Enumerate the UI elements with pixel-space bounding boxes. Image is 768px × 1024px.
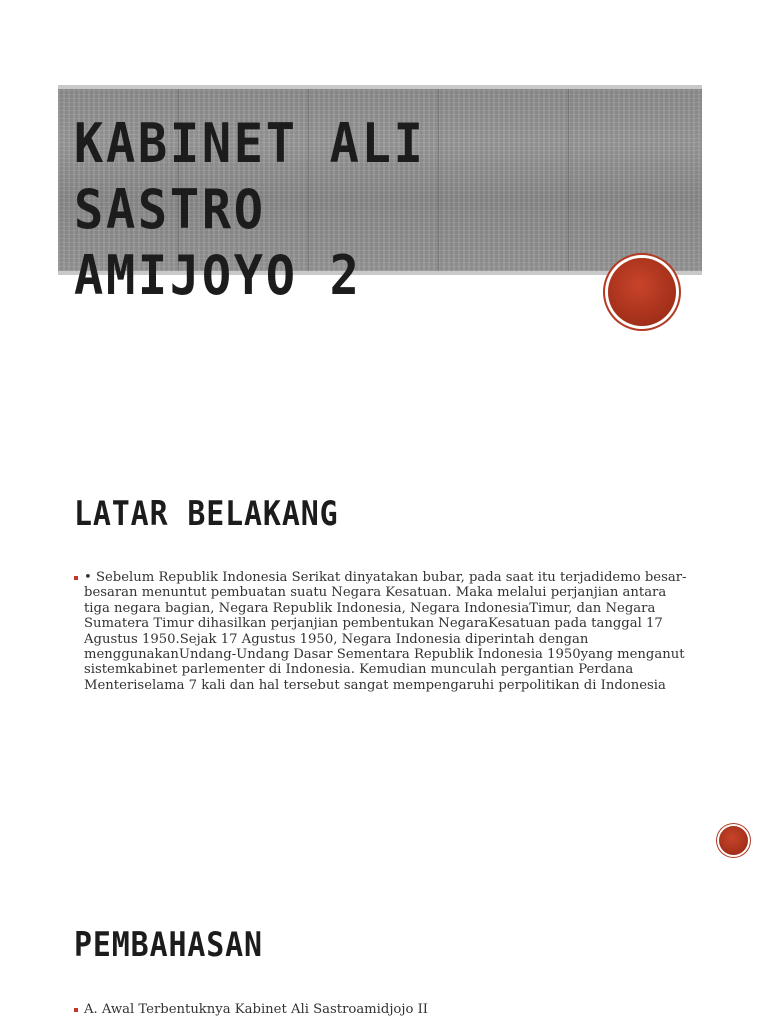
bullet-text: A. Awal Terbentuknya Kabinet Ali Sastroamidjojo II <box>84 1002 429 1017</box>
section-heading-latar-belakang: LATAR BELAKANG <box>74 494 339 534</box>
bullet-item <box>74 1002 694 1017</box>
title-banner <box>58 85 702 307</box>
bullet-text: • Sebelum Republik Indonesia Serikat dinyatakan bubar, pada saat itu terjadidemo besar-besaran menuntut pembuatan suatu Negara Kesatuan. Maka melalui perjanjian antara tiga negara bagian, Negara Republik Indonesia, Negara IndonesiaTimur, dan Negara Sumatera Timur dihasilkan perjanjian pembentukan NegaraKesatuan pada tanggal 17 Agustus 1950.Sejak 17 Agustus 1950, Negara Indonesia diperintah dengan menggunakanUndang-Undang Dasar Sementara Republik Indonesia 1950yang menganut sistemkabinet parlementer di Indonesia. Kemudian munculah pergantian Perdana Menteriselama 7 kali dan hal tersebut sangat mempengaruhi perpolitikan di Indonesia <box>84 570 687 693</box>
slide-title-line-1: KABINET ALI SASTRO <box>74 112 426 241</box>
slide-title-line-2: AMIJOYO 2 <box>74 244 362 307</box>
bullet-marker-icon <box>74 576 78 580</box>
slide-title <box>74 111 623 309</box>
decorative-circle-small <box>719 826 748 855</box>
bullet-item <box>74 570 694 693</box>
decorative-circle-large <box>608 258 676 326</box>
bullet-marker-icon <box>74 1008 78 1012</box>
section-heading-pembahasan: PEMBAHASAN <box>74 925 263 965</box>
